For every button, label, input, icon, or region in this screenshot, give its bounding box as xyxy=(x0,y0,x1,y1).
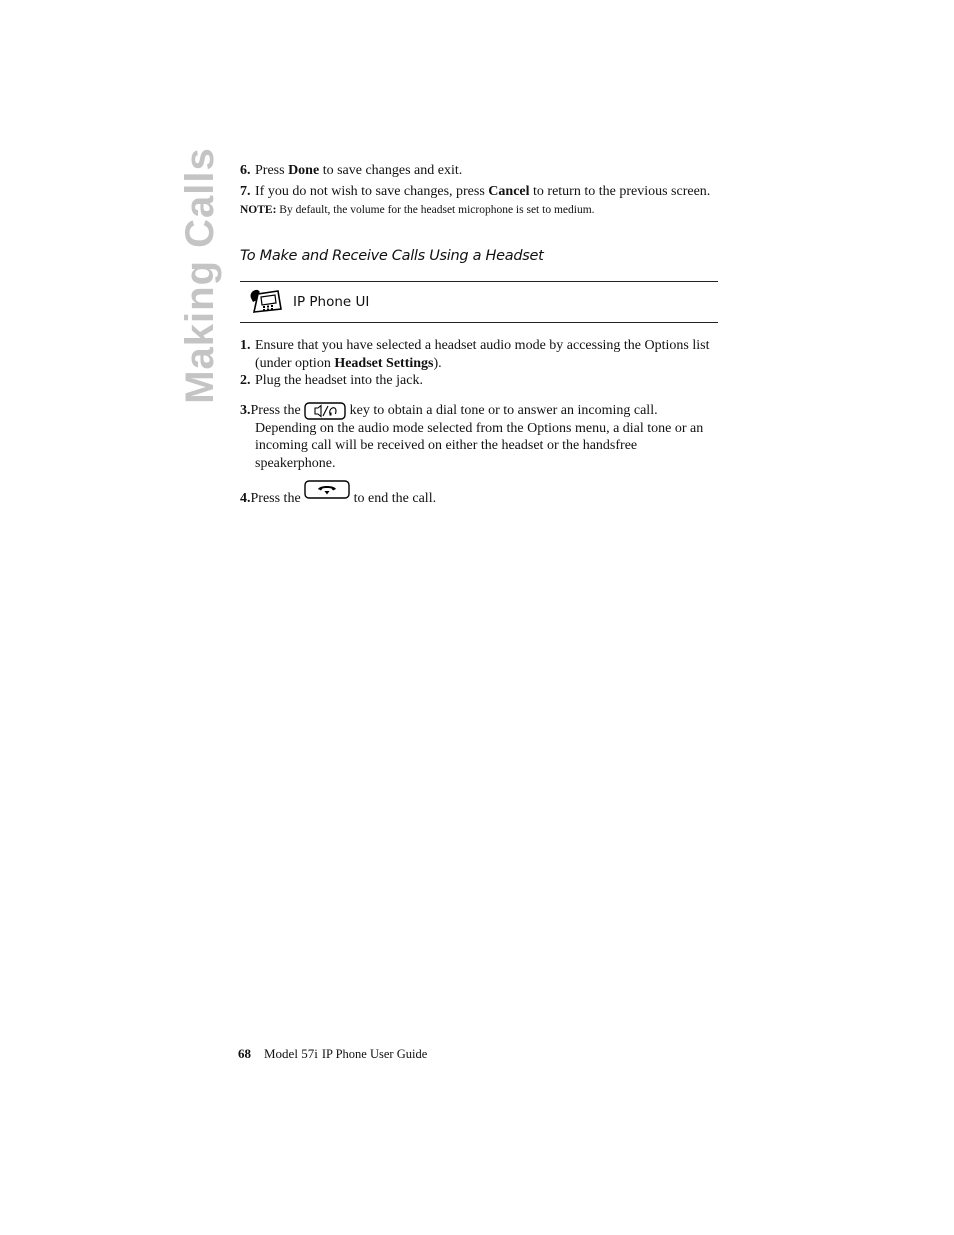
footer-guide-title: IP Phone User Guide xyxy=(321,1047,428,1061)
step-text-post: key to obtain a dial tone or to answer an incoming call. xyxy=(349,402,658,418)
page-content xyxy=(240,162,720,508)
note xyxy=(240,203,720,218)
step-number: 3. xyxy=(240,402,251,418)
section-side-tab xyxy=(170,146,230,404)
ip-phone-icon xyxy=(248,288,284,316)
step-text-pre: Ensure that you have selected a headset audio mode by accessing the Options list (under option xyxy=(255,338,710,371)
step-4 xyxy=(240,480,720,508)
ui-reference-label: IP Phone UI xyxy=(293,294,370,310)
step-text-post: to end the call. xyxy=(353,491,437,506)
step-number: 7. xyxy=(240,183,251,199)
step-3-continuation: Depending on the audio mode selected from the Options menu, a dial tone or an incoming call will be received on either the headset or the handsfree speakerphone. xyxy=(255,420,704,471)
step-text-post: to return to the previous screen. xyxy=(529,183,711,199)
footer-model: Model 57i xyxy=(264,1046,318,1061)
page-footer xyxy=(238,1046,427,1062)
step-text-pre: If you do not wish to save changes, press xyxy=(255,183,489,199)
step-text-post: ). xyxy=(433,355,442,371)
goodbye-key-icon xyxy=(304,480,350,499)
section-heading: To Make and Receive Calls Using a Headset xyxy=(240,248,544,264)
headset-speaker-key-icon xyxy=(304,402,346,420)
step-number: 6. xyxy=(240,163,251,178)
step-text-pre: Press xyxy=(255,163,289,178)
step-1 xyxy=(240,337,720,372)
step-text-pre: Press the xyxy=(250,491,305,506)
step-number: 4. xyxy=(240,491,251,506)
step-text: Plug the headset into the jack. xyxy=(255,373,423,388)
step-keyword: Cancel xyxy=(488,183,530,199)
step-2 xyxy=(240,372,720,390)
note-label: NOTE: xyxy=(240,204,277,216)
page-number: 68 xyxy=(238,1046,251,1061)
step-text-pre: Press the xyxy=(250,402,305,418)
step-number: 2. xyxy=(240,373,251,388)
section-side-tab-label: Making Calls xyxy=(177,146,222,404)
ui-reference-box xyxy=(240,281,718,323)
step-7 xyxy=(240,183,720,201)
step-text-post: to save changes and exit. xyxy=(319,163,463,178)
step-3 xyxy=(240,402,720,420)
step-keyword: Done xyxy=(288,163,320,178)
step-keyword: Headset Settings xyxy=(334,355,434,371)
step-6 xyxy=(240,162,720,180)
step-number: 1. xyxy=(240,338,251,353)
note-text: By default, the volume for the headset microphone is set to medium. xyxy=(276,204,595,216)
